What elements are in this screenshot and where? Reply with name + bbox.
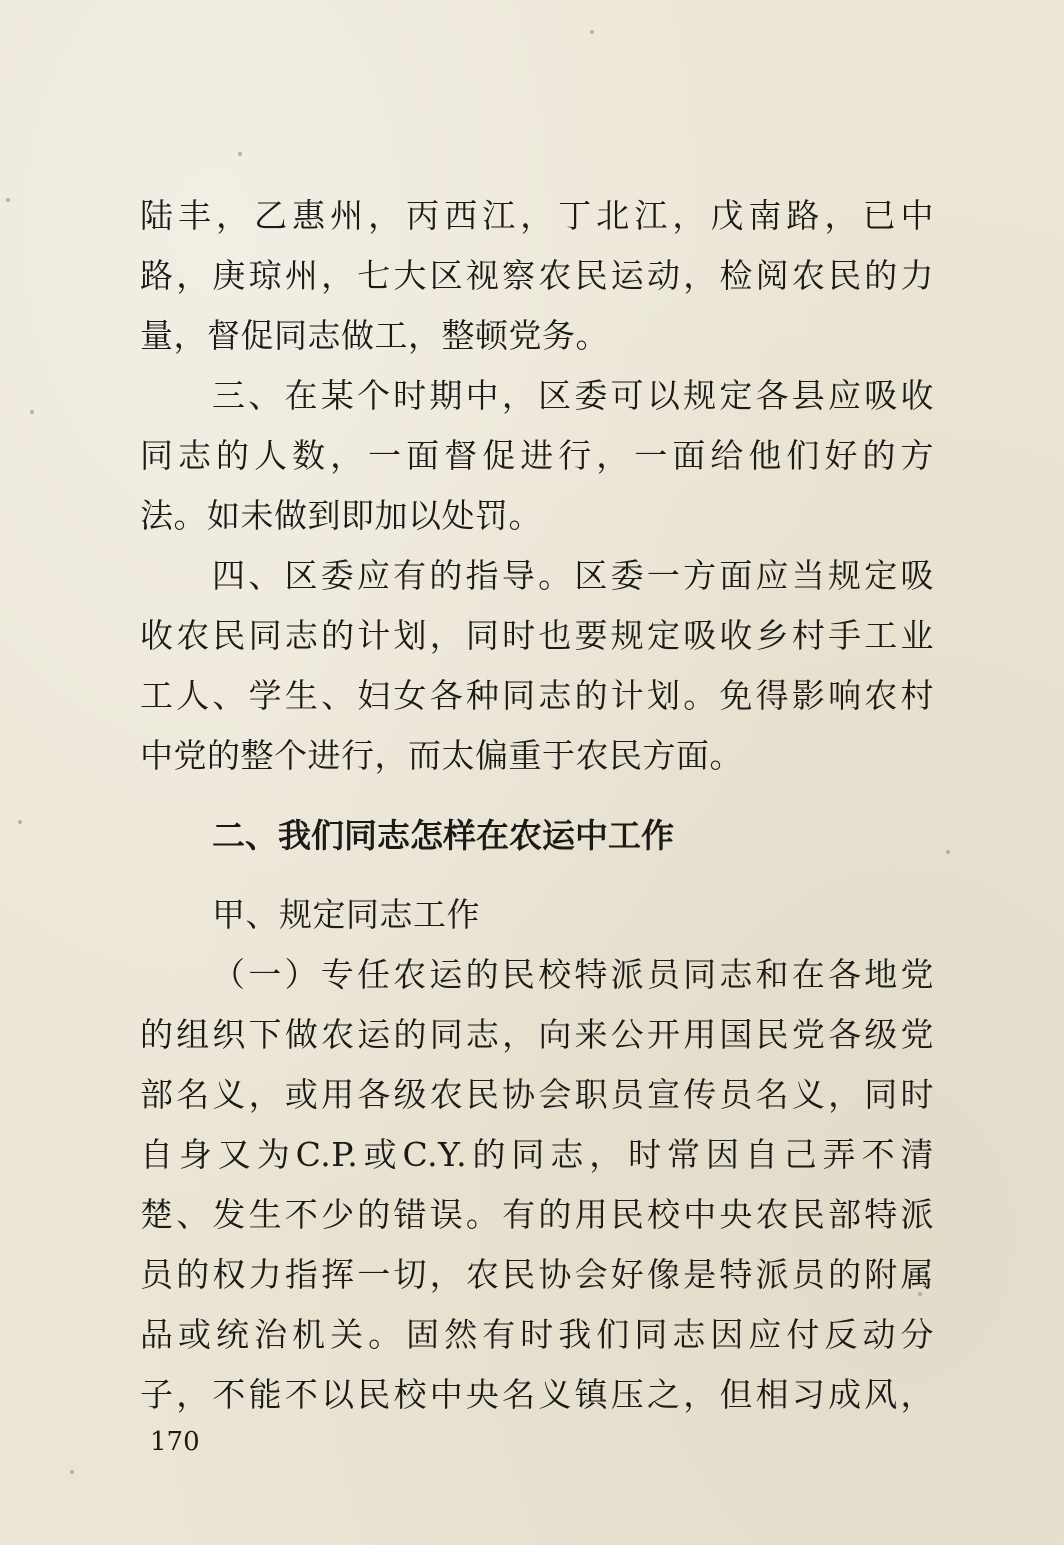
paper-speck bbox=[30, 410, 34, 414]
paper-speck bbox=[590, 30, 594, 34]
text-line: 甲、规定同志工作 bbox=[212, 895, 480, 934]
text-line: 的组织下做农运的同志，向来公开用国民党各级党 bbox=[140, 1015, 934, 1054]
body-text-bottom bbox=[140, 885, 934, 1425]
text-line: 路，庚琼州，七大区视察农民运动，检阅农民的力 bbox=[140, 256, 934, 295]
text-line: 员的权力指挥一切，农民协会好像是特派员的附属 bbox=[140, 1255, 934, 1294]
page-number: 170 bbox=[150, 1427, 200, 1457]
text-line: 三、在某个时期中，区委可以规定各县应吸收 bbox=[212, 376, 934, 415]
text-line: （一）专任农运的民校特派员同志和在各地党 bbox=[212, 955, 934, 994]
paper-speck bbox=[946, 850, 950, 854]
paper-speck bbox=[18, 820, 22, 824]
text-line: 楚、发生不少的错误。有的用民校中央农民部特派 bbox=[140, 1195, 934, 1234]
text-line: 法。如未做到即加以处罚。 bbox=[140, 496, 542, 535]
paper-speck bbox=[70, 1470, 74, 1474]
text-line: 四、区委应有的指导。区委一方面应当规定吸 bbox=[212, 556, 934, 595]
section-heading: 二、我们同志怎样在农运中工作 bbox=[212, 816, 674, 855]
text-line: 收农民同志的计划，同时也要规定吸收乡村手工业 bbox=[140, 616, 934, 655]
body-text-top bbox=[140, 186, 934, 786]
text-line: 部名义，或用各级农民协会职员宣传员名义，同时 bbox=[140, 1075, 934, 1114]
paper-speck bbox=[6, 198, 10, 202]
text-line: 量，督促同志做工，整顿党务。 bbox=[140, 316, 609, 355]
paper-speck bbox=[238, 152, 242, 156]
text-line: 子，不能不以民校中央名义镇压之，但相习成风， bbox=[140, 1375, 934, 1414]
text-line: 同志的人数，一面督促进行，一面给他们好的方 bbox=[140, 436, 934, 475]
text-line: 工人、学生、妇女各种同志的计划。免得影响农村 bbox=[140, 676, 934, 715]
text-line: 陆丰，乙惠州，丙西江，丁北江，戊南路，已中 bbox=[140, 196, 934, 235]
text-line: 品或统治机关。固然有时我们同志因应付反动分 bbox=[140, 1315, 934, 1354]
text-line: 自身又为C.P.或C.Y.的同志，时常因自己弄不清 bbox=[140, 1135, 934, 1174]
text-line: 中党的整个进行，而太偏重于农民方面。 bbox=[140, 736, 743, 775]
